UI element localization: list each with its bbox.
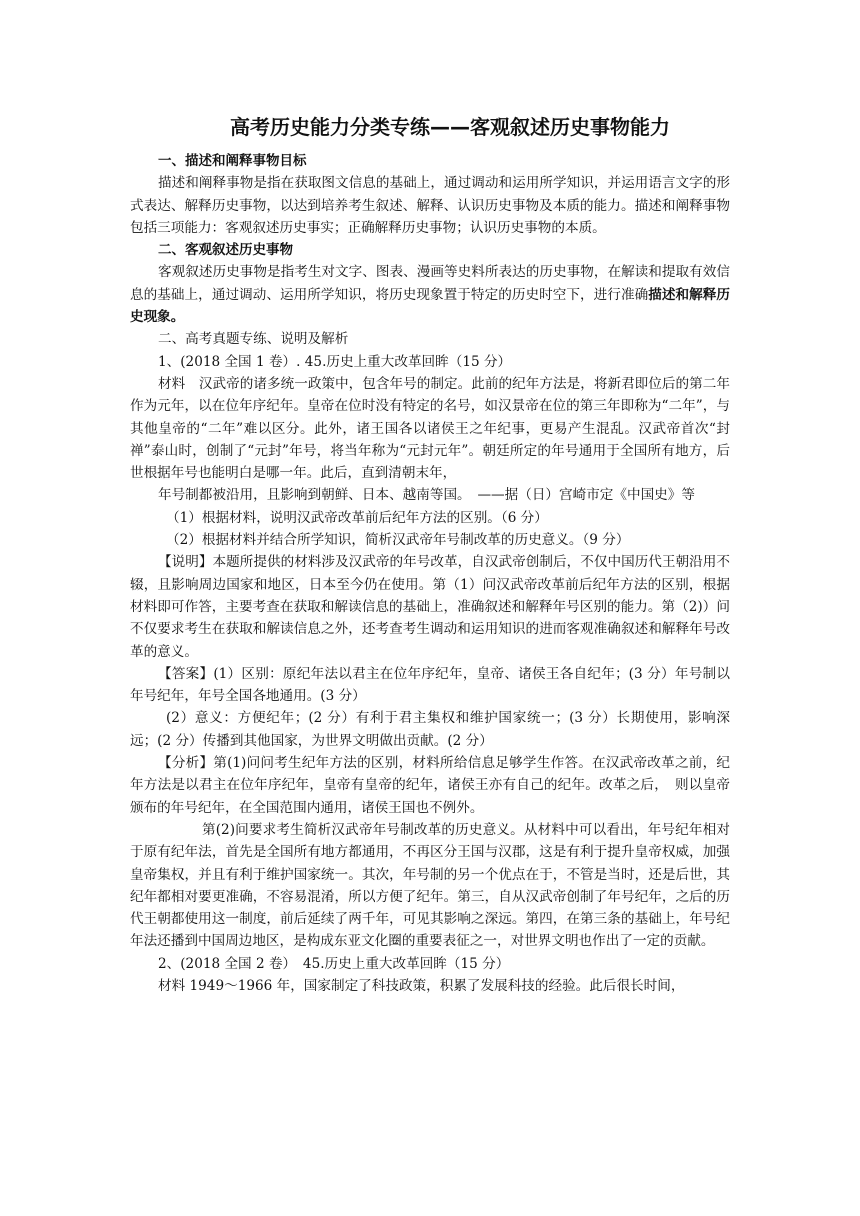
question-1-explanation: 【说明】本题所提供的材料涉及汉武帝的年号改革，自汉武帝创制后，不仅中国历代王朝沿用不辍，且影响周边国家和地区，日本至今仍在使用。第（1）问汉武帝改革前后纪年方法的区别，根据材料即可作答，主要考查在获取和解读信息的基础上，准确叙述和解释年号区别的能力。第（2)）问不仅要求考生在获取和解读信息之外，还考查考生调动和运用知识的进而客观准确叙述和解释年号改革的意义。 [130, 554, 730, 660]
question-2-material: 材料 1949～1966 年，国家制定了科技政策，积累了发展科技的经验。此后很长时间， [158, 977, 685, 994]
question-1-analysis-2: 第(2)问要求考生简析汉武帝年号制改革的历史意义。从材料中可以看出，年号纪年相对于原有纪年法，首先是全国所有地方都通用，不再区分王国与汉郡，这是有利于提升皇帝权威，加强皇帝集权，并且有利于维护国家统一。其次，年号制的另一个优点在于，不管是当时，还是后世，其纪年都相对要更准确，不容易混淆，所以方便了纪年。第三，自从汉武帝创制了年号纪年，之后的历代王朝都使用这一制度，前后延续了两千年，可见其影响之深远。第四，在第三条的基础上，年号纪年法还播到中国周边地区，是构成东亚文化圈的重要表征之一，对世界文明也作出了一定的贡献。 [130, 821, 730, 950]
section-1-paragraph: 描述和阐释事物是指在获取图文信息的基础上，通过调动和运用所学知识，并运用语言文字的形式表达、解释历史事物，以达到培养考生叙述、解释、认识历史事物及本质的能力。描述和阐释事物包括三项能力：客观叙述历史事实；正确解释历史事物；认识历史事物的本质。 [130, 175, 730, 236]
question-2-title: 2、(2018 全国 2 卷） 45.历史上重大改革回眸（15 分） [158, 955, 510, 972]
question-1-answer-2: (2）意义：方便纪年；(2 分）有利于君主集权和维护国家统一；(3 分）长期使用，影响深远；(2 分）传播到其他国家，为世界文明做出贡献。(2 分） [130, 710, 730, 749]
section-2-bold-text: 描述和解释历史现象。 [130, 286, 730, 326]
section-2-text: 客观叙述历史事物是指考生对文字、图表、漫画等史料所表达的历史事物，在解读和提取有效信息的基础上，通过调动、运用所学知识，将历史现象置于特定的历史时空下，进行准确 [130, 264, 730, 303]
document-body [130, 150, 730, 997]
section-heading-3: 二、高考真题专练、说明及解析 [158, 331, 349, 348]
question-1-answer-1: 【答案】(1）区别：原纪年法以君主在位年序纪年，皇帝、诸侯王各自纪年；(3 分）年号制以年号纪年，年号全国各地通用。(3 分） [130, 665, 730, 705]
question-1-title: 1、(2018 全国 1 卷）. 45.历史上重大改革回眸（15 分） [158, 353, 512, 370]
section-heading-2: 二、客观叙述历史事物 [158, 242, 293, 259]
question-1-material-source: 年号制都被沿用，且影响到朝鲜、日本、越南等国。 ——据（日）宫崎市定《中国史》等 [158, 487, 695, 504]
question-1-analysis-1: 【分析】第(1)问问考生纪年方法的区别，材料所给信息足够学生作答。在汉武帝改革之前，纪年方法是以君主在位年序纪年，皇帝有皇帝的纪年，诸侯王亦有自己的纪年。改革之后， 则以皇帝颁布的年号纪年，在全国范围内通用，诸侯王国也不例外。 [130, 755, 730, 816]
question-1-sub-1: （1）根据材料，说明汉武帝改革前后纪年方法的区别。（6 分） [166, 509, 548, 526]
question-1-material: 材料 汉武帝的诸多统一政策中，包含年号的制定。此前的纪年方法是，将新君即位后的第二年作为元年，以在位年序纪年。皇帝在位时没有特定的名号，如汉景帝在位的第三年即称为“二年”，与其他皇帝的“二年”难以区分。此外，诸王国各以诸侯王之年纪事，更易产生混乱。汉武帝首次“封禅”泰山时，创制了“元封”年号，将当年称为“元封元年”。朝廷所定的年号通用于全国所有地方，后世根据年号也能明白是哪一年。此后，直到清朝末年， [130, 375, 730, 482]
question-1-sub-2: （2）根据材料并结合所学知识，简析汉武帝年号制改革的历史意义。（9 分） [166, 532, 630, 549]
page-title: 高考历史能力分类专练——客观叙述历史事物能力 [230, 115, 670, 139]
section-2-paragraph [130, 261, 730, 328]
section-heading-1: 一、描述和阐释事物目标 [158, 153, 307, 169]
